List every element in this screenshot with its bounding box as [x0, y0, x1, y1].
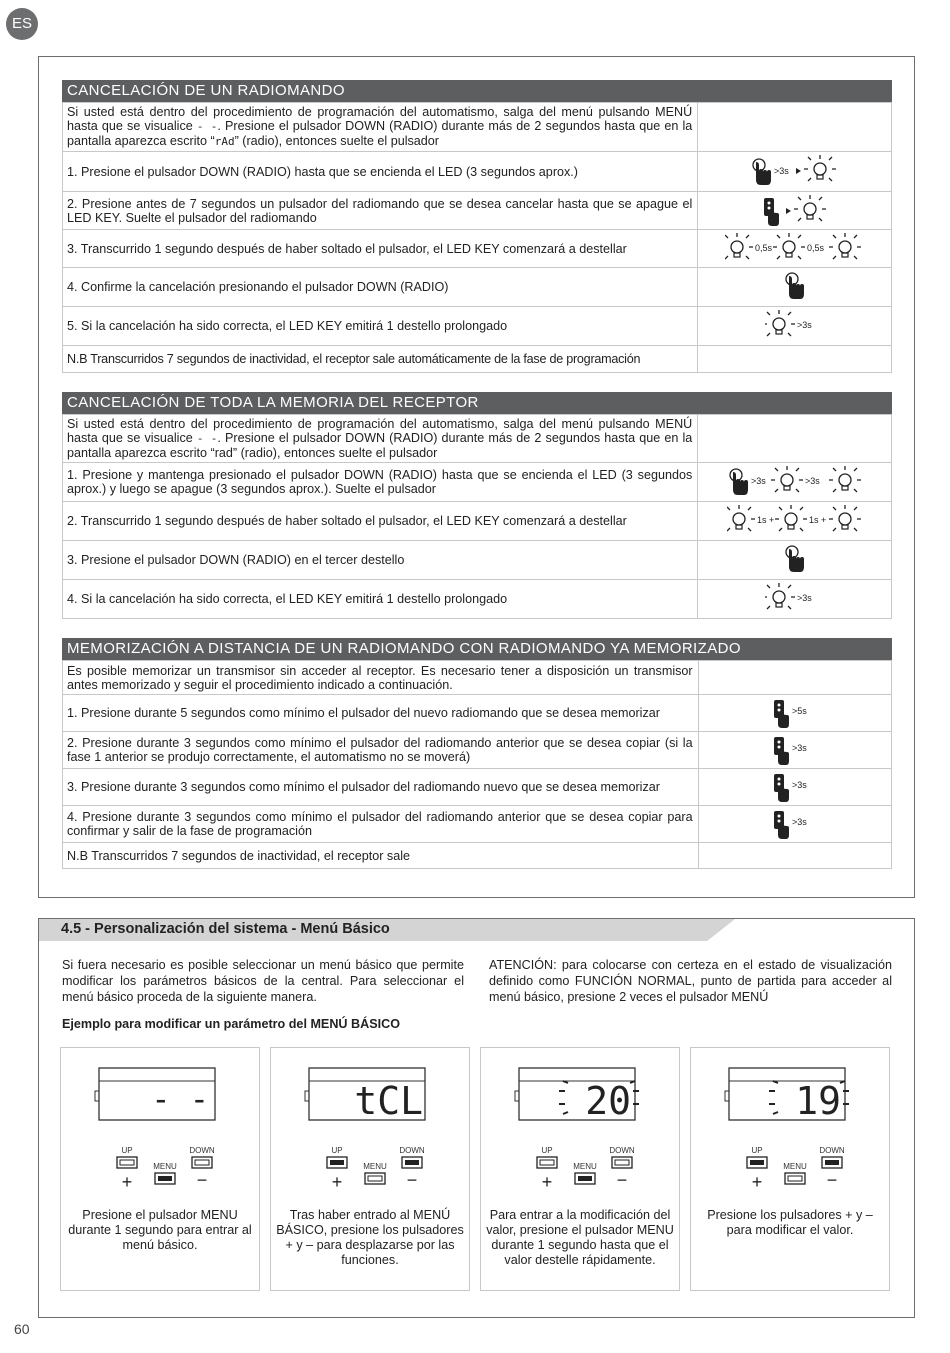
step-card-4	[690, 1047, 890, 1291]
menu-button	[783, 1162, 807, 1184]
led-icon	[773, 233, 805, 259]
step-card-3	[480, 1047, 680, 1291]
table-row	[63, 580, 892, 619]
up-button	[327, 1146, 347, 1192]
led-icon	[829, 466, 861, 492]
table-row	[63, 661, 892, 695]
step-card-1	[60, 1047, 260, 1291]
section-heading-text: 4.5 - Personalización del sistema - Menú Básico	[61, 921, 390, 937]
step-caption: Tras haber entrado al MENÚ BÁSICO, presione los pulsadores + y – para desplazarse por las funciones.	[276, 1208, 464, 1267]
table-row	[63, 502, 892, 541]
led-icon	[829, 505, 861, 531]
svg-text:+: +	[331, 1172, 343, 1192]
remote-control-icon	[774, 737, 789, 765]
led-icon	[775, 505, 807, 531]
remote-control-icon	[774, 700, 789, 728]
down-button	[189, 1146, 215, 1190]
step-text: 1. Presione durante 5 segundos como mínimo el pulsador del nuevo radiomando que se desea memorizar	[63, 695, 699, 732]
step-text: 3. Presione el pulsador DOWN (RADIO) en el tercer destello	[63, 541, 698, 580]
step-text: 1. Presione y mantenga presionado el pulsador DOWN (RADIO) hasta que se encienda el LED (3 segundos aprox.) y luego se apague (3 segundos aprox.). Suelte el pulsador	[63, 463, 698, 502]
finger-press-icon	[753, 159, 771, 185]
svg-text:- -: - -	[151, 1080, 209, 1118]
icon-cell	[698, 695, 891, 732]
icon-cell	[698, 806, 891, 843]
icon-cell	[698, 843, 891, 869]
svg-text:1s +: 1s +	[808, 515, 826, 525]
table-row	[63, 732, 892, 769]
svg-text:DOWN: DOWN	[399, 1146, 425, 1155]
icon-cell	[698, 502, 892, 541]
icon-cell	[698, 463, 892, 502]
attention-note: ATENCIÓN: para colocarse con certeza en el estado de visualización definido como FUNCIÓN NORMAL, punto de partida para acceder al menú básico, presione 2 veces el pulsador MENÚ	[489, 958, 892, 1004]
icon-cell	[698, 415, 892, 463]
led-icon	[794, 195, 826, 221]
svg-text:>3s: >3s	[791, 780, 807, 790]
step-text: 3. Transcurrido 1 segundo después de haber soltado el pulsador, el LED KEY comenzará a destellar	[63, 230, 698, 268]
step-text: 1. Presione el pulsador DOWN (RADIO) hasta que se encienda el LED (3 segundos aprox.)	[63, 152, 698, 192]
steps-table	[62, 102, 892, 373]
svg-text:MENU: MENU	[783, 1162, 807, 1171]
menu-button	[153, 1162, 177, 1184]
svg-text:>3s: >3s	[796, 320, 812, 330]
table-row	[63, 843, 892, 869]
led-icon	[771, 466, 803, 492]
svg-text:−: −	[406, 1170, 418, 1190]
up-button	[117, 1146, 137, 1192]
section-memory-cancel	[62, 392, 892, 619]
svg-text:−: −	[616, 1170, 628, 1190]
svg-text:MENU: MENU	[363, 1162, 387, 1171]
svg-text:20: 20	[585, 1079, 631, 1123]
intro-text: Es posible memorizar un transmisor sin acceder al receptor. Es necesario tener a disposición un transmisor antes memorizado y seguir el procedimiento indicado a continuación.	[63, 661, 699, 695]
led-icon	[725, 233, 753, 259]
finger-press-icon	[786, 273, 804, 299]
example-title: Ejemplo para modificar un parámetro del MENÚ BÁSICO	[62, 1017, 400, 1031]
table-row	[63, 541, 892, 580]
menu-button	[573, 1162, 597, 1184]
svg-text:UP: UP	[541, 1146, 553, 1155]
section-title: CANCELACIÓN DE TODA LA MEMORIA DEL RECEPTOR	[62, 392, 892, 414]
table-row	[63, 769, 892, 806]
control-display	[515, 1068, 639, 1123]
step-caption: Presione los pulsadores + y – para modificar el valor.	[707, 1208, 873, 1237]
icon-cell	[698, 732, 891, 769]
note-text: N.B Transcurridos 7 segundos de inactividad, el receptor sale	[63, 843, 699, 869]
svg-text:−: −	[826, 1170, 838, 1190]
page-number: 60	[14, 1321, 30, 1337]
icon-cell	[698, 152, 892, 192]
svg-text:+: +	[541, 1172, 553, 1192]
svg-text:1s +: 1s +	[756, 515, 774, 525]
icon-cell	[698, 192, 892, 230]
step-text: 4. Si la cancelación ha sido correcta, el LED KEY emitirá 1 destello prolongado	[63, 580, 698, 619]
remote-control-icon	[774, 774, 789, 802]
step-text: 3. Presione durante 3 segundos como mínimo el pulsador del radiomando nuevo que se desea memorizar	[63, 769, 699, 806]
section-remote-cancel	[62, 80, 892, 373]
control-display	[95, 1068, 215, 1120]
table-row	[63, 152, 892, 192]
table-row	[63, 230, 892, 268]
svg-text:+: +	[751, 1172, 763, 1192]
step-caption: Presione el pulsador MENU durante 1 segundo para entrar al menú básico.	[68, 1208, 252, 1252]
down-button	[819, 1146, 845, 1190]
svg-text:0,5s: 0,5s	[806, 242, 824, 253]
svg-text:>3s: >3s	[796, 593, 812, 603]
basic-menu-intro: Si fuera necesario es posible seleccionar un menú básico que permite modificar los parámetros básicos de la central. Para seleccionar el menú básico proceda de la siguiente manera.	[62, 958, 464, 1004]
icon-cell	[698, 103, 892, 152]
intro-text: Si usted está dentro del procedimiento de programación del automatismo, salga del menú pulsando MENÚ hasta que se visualice - -. Presione el pulsador DOWN (RADIO) durante más de 2 segundos hasta que en la pantalla aparezca escrito “rAd” (radio), entonces suelte el pulsador	[63, 103, 698, 152]
table-row	[63, 463, 892, 502]
icon-cell	[698, 268, 892, 307]
svg-text:tCL: tCL	[354, 1079, 423, 1123]
table-row	[63, 695, 892, 732]
steps-table	[62, 414, 892, 619]
step-caption: Para entrar a la modificación del valor, presione el pulsador MENU durante 1 segundo hasta que el valor destelle rápidamente.	[486, 1208, 674, 1267]
steps-table	[62, 660, 892, 869]
section-title: MEMORIZACIÓN A DISTANCIA DE UN RADIOMANDO CON RADIOMANDO YA MEMORIZADO	[62, 638, 892, 660]
icon-cell	[698, 769, 891, 806]
section-heading-4-5	[39, 919, 739, 941]
icon-cell	[698, 541, 892, 580]
down-button	[399, 1146, 425, 1190]
step-text: 4. Presione durante 3 segundos como mínimo el pulsador del radiomando anterior que se desea copiar para confirmar y salir de la fase de programación	[63, 806, 699, 843]
svg-text:DOWN: DOWN	[819, 1146, 845, 1155]
svg-text:DOWN: DOWN	[189, 1146, 215, 1155]
intro-text: Si usted está dentro del procedimiento de programación del automatismo, salga del menú pulsando MENÚ hasta que se visualice - -. Presione el pulsador DOWN (RADIO) durante más de 2 segundos hasta que en la pantalla aparezca escrito “rad” (radio), entonces suelte el pulsador	[63, 415, 698, 463]
led-icon	[727, 505, 755, 531]
down-button	[609, 1146, 635, 1190]
svg-text:>3s: >3s	[773, 165, 789, 176]
control-display	[305, 1068, 425, 1123]
table-row	[63, 346, 892, 373]
step-text: 5. Si la cancelación ha sido correcta, el LED KEY emitirá 1 destello prolongado	[63, 307, 698, 346]
svg-text:UP: UP	[121, 1146, 133, 1155]
table-row	[63, 268, 892, 307]
step-text: 2. Presione antes de 7 segundos un pulsador del radiomando que se desea cancelar hasta que se apague el LED KEY. Suelte el pulsador del radiomando	[63, 192, 698, 230]
icon-cell	[698, 230, 892, 268]
step-text: 2. Presione durante 3 segundos como mínimo el pulsador del radiomando anterior que se desea copiar (si la fase 1 anterior se produjo correctamente, el automatismo no se moverá)	[63, 732, 699, 769]
icon-cell	[698, 580, 892, 619]
svg-text:DOWN: DOWN	[609, 1146, 635, 1155]
svg-text:−: −	[196, 1170, 208, 1190]
led-icon	[765, 310, 795, 336]
remote-control-icon	[764, 198, 779, 226]
icon-cell	[698, 661, 891, 695]
icon-cell	[698, 346, 892, 373]
table-row	[63, 806, 892, 843]
finger-press-icon	[730, 469, 748, 495]
svg-text:>3s: >3s	[750, 476, 766, 486]
step-text: 4. Confirme la cancelación presionando el pulsador DOWN (RADIO)	[63, 268, 698, 307]
svg-text:UP: UP	[331, 1146, 343, 1155]
svg-text:MENU: MENU	[153, 1162, 177, 1171]
svg-text:MENU: MENU	[573, 1162, 597, 1171]
control-display	[725, 1068, 849, 1123]
table-row	[63, 192, 892, 230]
table-row	[63, 415, 892, 463]
svg-text:UP: UP	[751, 1146, 763, 1155]
note-text: N.B Transcurridos 7 segundos de inactividad, el receptor sale automáticamente de la fase de programación	[63, 346, 698, 373]
table-row	[63, 307, 892, 346]
finger-press-icon	[786, 546, 804, 572]
led-icon	[804, 155, 836, 181]
step-card-2	[270, 1047, 470, 1291]
svg-text:19: 19	[795, 1079, 841, 1123]
up-button	[747, 1146, 767, 1192]
remote-control-icon	[774, 811, 789, 839]
menu-button	[363, 1162, 387, 1184]
led-icon	[829, 233, 861, 259]
svg-text:>3s: >3s	[791, 817, 807, 827]
led-icon	[765, 583, 795, 609]
up-button	[537, 1146, 557, 1192]
svg-text:+: +	[121, 1172, 133, 1192]
svg-text:>5s: >5s	[791, 706, 807, 716]
language-badge: ES	[6, 8, 38, 40]
section-remote-memorize	[62, 638, 892, 869]
section-title: CANCELACIÓN DE UN RADIOMANDO	[62, 80, 892, 102]
icon-cell	[698, 307, 892, 346]
table-row	[63, 103, 892, 152]
svg-text:0,5s: 0,5s	[754, 242, 772, 253]
svg-text:>3s: >3s	[791, 743, 807, 753]
svg-text:>3s: >3s	[804, 476, 820, 486]
step-text: 2. Transcurrido 1 segundo después de haber soltado el pulsador, el LED KEY comenzará a destellar	[63, 502, 698, 541]
